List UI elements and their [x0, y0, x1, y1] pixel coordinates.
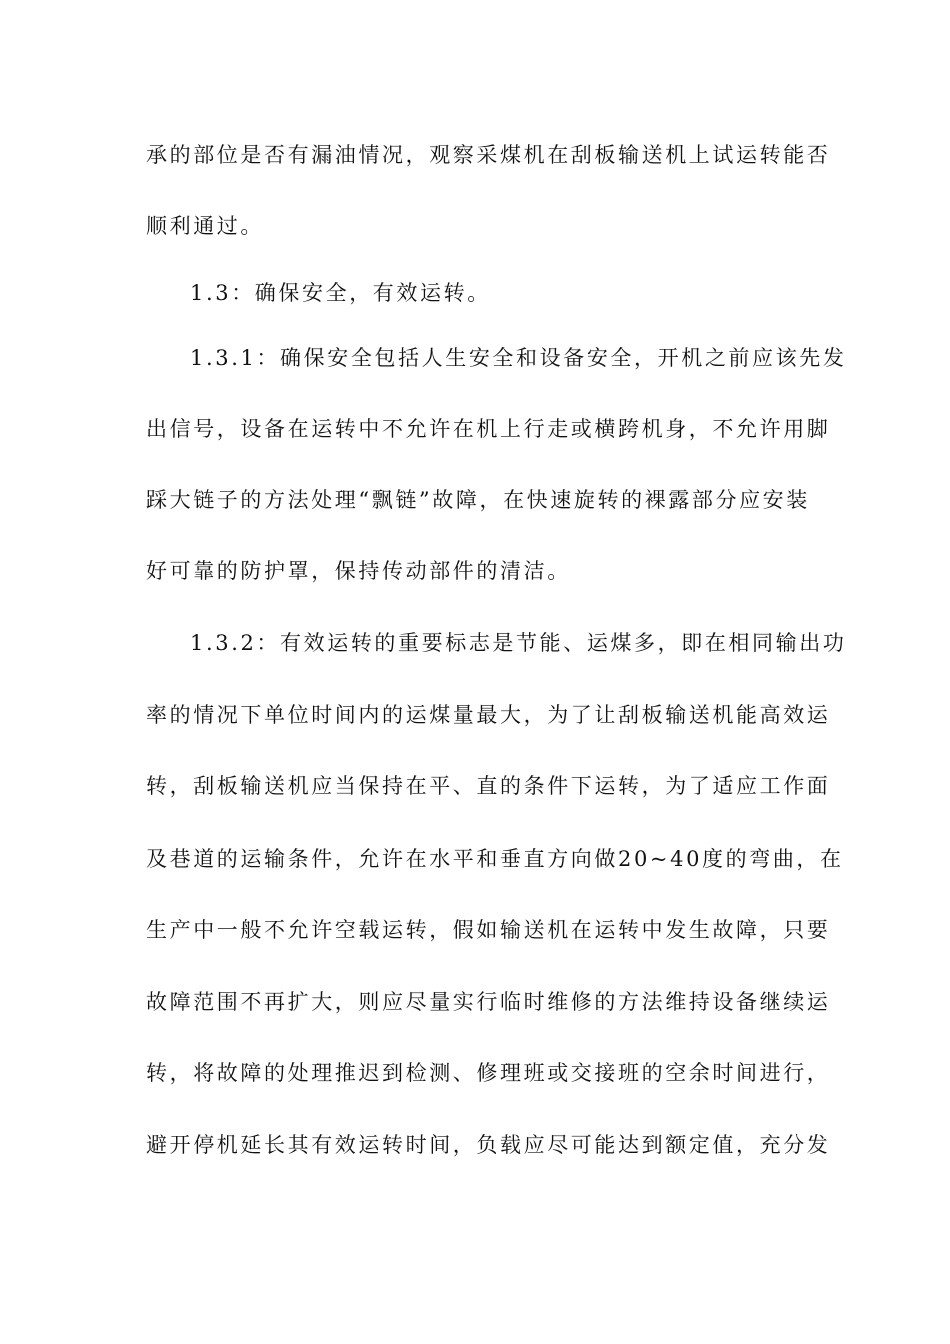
text-line: 及巷道的运输条件，允许在水平和垂直方向做20~40度的弯曲，在 [146, 847, 844, 871]
text-line: 率的情况下单位时间内的运煤量最大，为了让刮板输送机能高效运 [146, 703, 831, 727]
text-line: 1.3.1：确保安全包括人生安全和设备安全，开机之前应该先发 [190, 346, 847, 370]
text-line: 转，刮板输送机应当保持在平、直的条件下运转，为了适应工作面 [146, 774, 831, 798]
text-line: 顺利通过。 [146, 214, 264, 238]
text-line: 生产中一般不允许空载运转，假如输送机在运转中发生故障，只要 [146, 918, 831, 942]
text-line: 承的部位是否有漏油情况，观察采煤机在刮板输送机上试运转能否 [146, 143, 831, 167]
text-line: 出信号，设备在运转中不允许在机上行走或横跨机身，不允许用脚 [146, 417, 831, 441]
text-line: 踩大链子的方法处理“飘链”故障，在快速旋转的裸露部分应安装 [146, 488, 810, 512]
text-line: 故障范围不再扩大，则应尽量实行临时维修的方法维持设备继续运 [146, 990, 831, 1014]
text-line: 转，将故障的处理推迟到检测、修理班或交接班的空余时间进行， [146, 1061, 831, 1085]
text-line: 1.3.2：有效运转的重要标志是节能、运煤多，即在相同输出功 [190, 631, 847, 655]
text-line: 好可靠的防护罩，保持传动部件的清洁。 [146, 559, 571, 583]
text-line: 避开停机延长其有效运转时间，负载应尽可能达到额定值，充分发 [146, 1133, 831, 1157]
section-heading: 1.3：确保安全，有效运转。 [190, 281, 491, 305]
